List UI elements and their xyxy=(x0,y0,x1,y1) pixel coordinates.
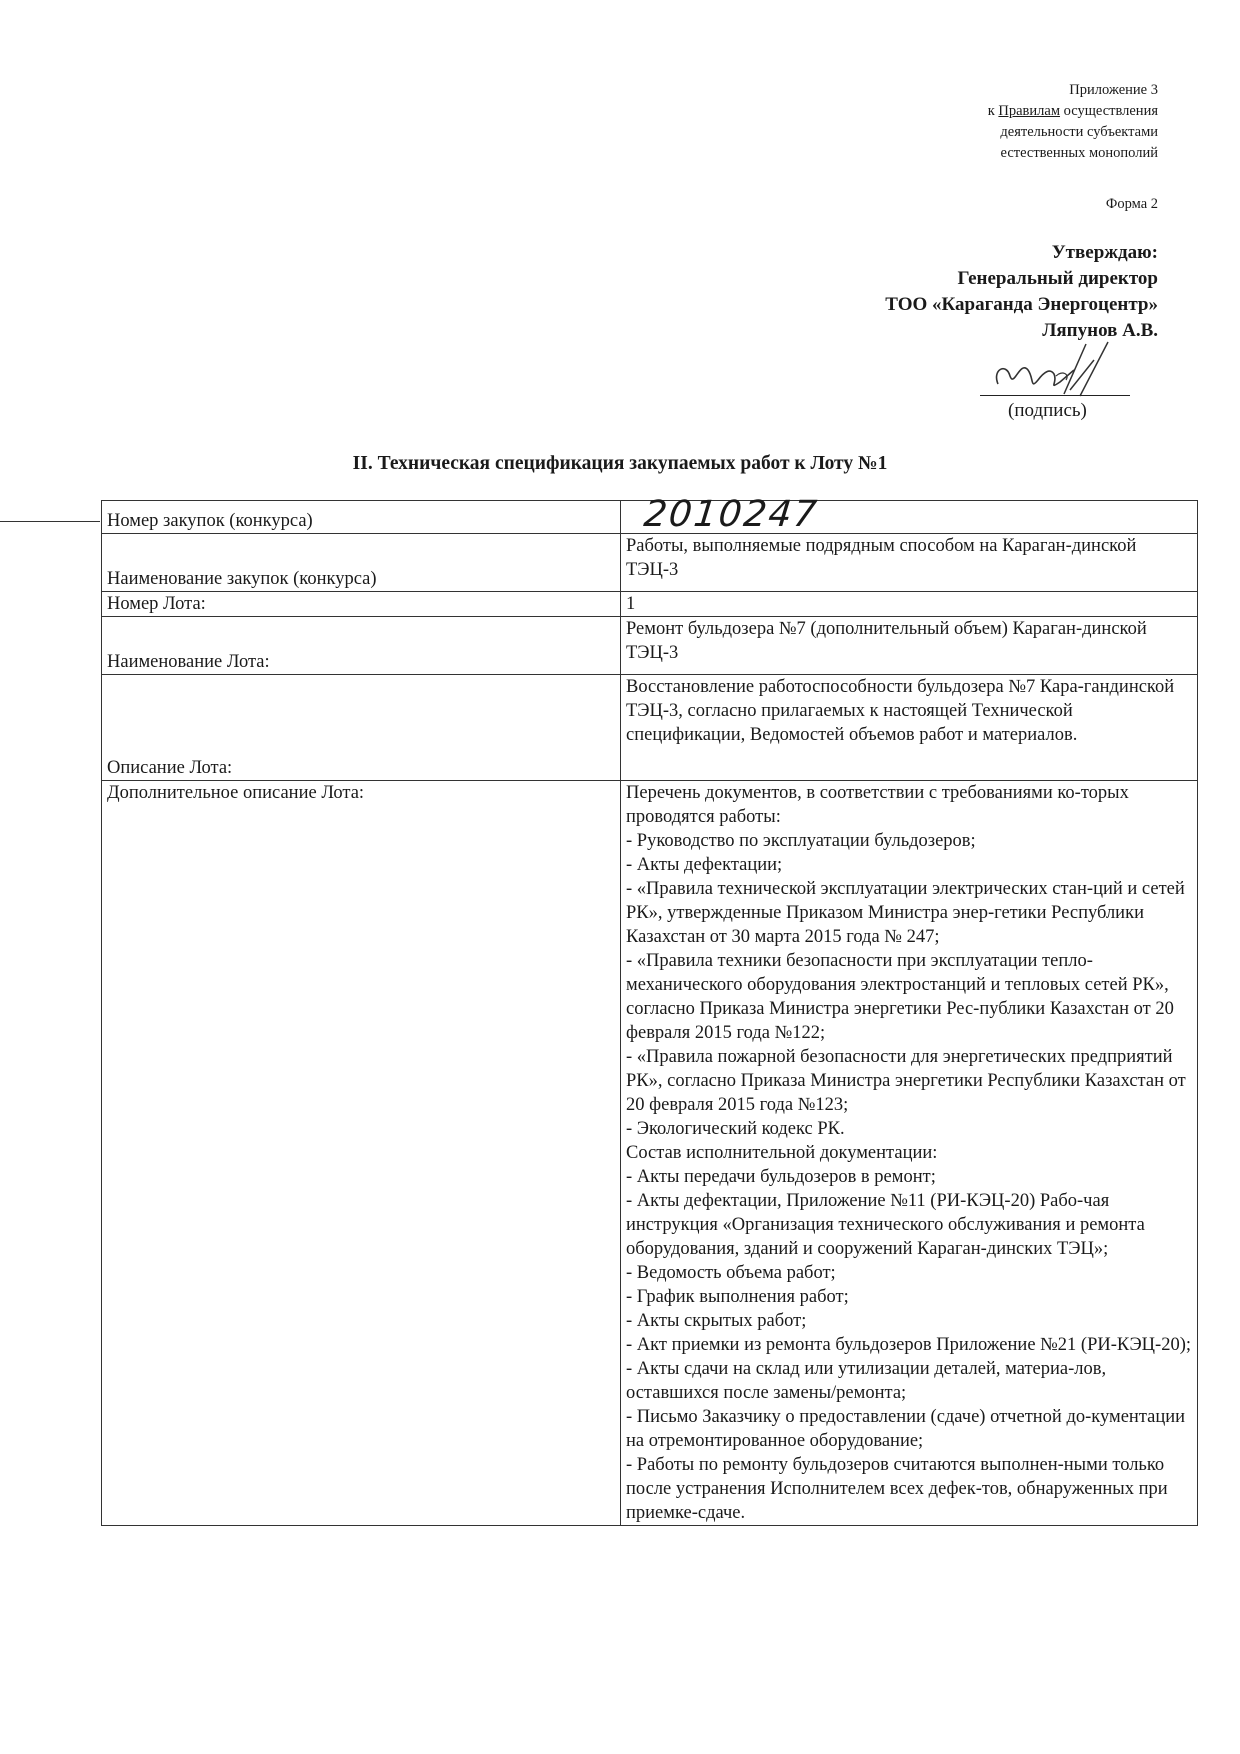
list-item: - «Правила технической эксплуатации электрических стан-ций и сетей РК», утвержденные Приказом Министра энер-гетики Республики Казахстан от 30 марта 2015 года № 247; xyxy=(626,879,1185,947)
list-item: Состав исполнительной документации: xyxy=(626,1143,938,1163)
list-item: Перечень документов, в соответствии с требованиями ко-торых проводятся работы: xyxy=(626,783,1129,827)
purchase-number-value xyxy=(621,494,1198,535)
list-item: - Акты дефектации; xyxy=(626,855,783,875)
lot-name-label: Наименование Лота: xyxy=(102,617,621,675)
handwritten-purchase-number: 2010247 xyxy=(641,494,821,535)
list-item: - График выполнения работ; xyxy=(626,1287,849,1307)
handwritten-signature xyxy=(990,340,1140,398)
table-row xyxy=(102,675,1198,781)
list-item: - Работы по ремонту бульдозеров считаются выполнен-ными только после устранения Исполнителем всех дефек-тов, обнаруженных при приемке-сдаче. xyxy=(626,1455,1168,1523)
lot-description-label: Описание Лота: xyxy=(102,675,621,781)
approval-company: ТОО «Караганда Энергоцентр» xyxy=(885,294,1158,315)
additional-description-label: Дополнительное описание Лота: xyxy=(102,781,621,1526)
annex-line-4: естественных монополий xyxy=(1000,145,1158,161)
approval-name: Ляпунов А.В. xyxy=(1042,320,1158,341)
list-item: - Акт приемки из ремонта бульдозеров Приложение №21 (РИ-КЭЦ-20); xyxy=(626,1335,1191,1355)
list-item: - Ведомость объема работ; xyxy=(626,1263,836,1283)
signature-area xyxy=(960,340,1160,430)
form-number: Форма 2 xyxy=(1105,196,1158,212)
signature-line xyxy=(980,395,1130,396)
annex-reference xyxy=(858,80,1158,164)
list-item: - Письмо Заказчику о предоставлении (сдаче) отчетной до-кументации на отремонтированное оборудование; xyxy=(626,1407,1186,1451)
list-item: - Акты сдачи на склад или утилизации деталей, материа-лов, оставшихся после замены/ремонта; xyxy=(626,1359,1107,1403)
document-title: II. Техническая спецификация закупаемых работ к Лоту №1 xyxy=(352,453,888,474)
annex-line-2-prefix: к xyxy=(987,103,999,119)
annex-line-2-suffix: осуществления xyxy=(1060,103,1158,119)
table-row xyxy=(102,617,1198,675)
list-item: - Руководство по эксплуатации бульдозеров; xyxy=(626,831,976,851)
annex-line-2 xyxy=(858,101,1158,122)
table-row xyxy=(102,501,1198,534)
table-row xyxy=(102,592,1198,617)
lot-number-label: Номер Лота: xyxy=(102,592,621,617)
list-item: - «Правила техники безопасности при эксплуатации тепло-механического оборудования электростанций и тепловых сетей РК», согласно Приказа Министра энергетики Рес-публики Казахстан от 20 февраля 2015 года №122; xyxy=(626,951,1174,1043)
annex-line-3: деятельности субъектами xyxy=(1000,124,1158,140)
signature-caption: (подпись) xyxy=(1008,400,1087,421)
annex-line-1: Приложение 3 xyxy=(1069,82,1158,98)
approval-position: Генеральный директор xyxy=(957,268,1158,289)
approval-heading: Утверждаю: xyxy=(1051,242,1158,263)
list-item: - Акты передачи бульдозеров в ремонт; xyxy=(626,1167,936,1187)
specification-table xyxy=(101,494,1198,1526)
list-item: - Акты скрытых работ; xyxy=(626,1311,807,1331)
purchase-number-label: Номер закупок (конкурса) xyxy=(102,501,621,534)
purchase-name-value: Работы, выполняемые подрядным способом на Караган-динской ТЭЦ-3 xyxy=(621,534,1198,592)
additional-description-value xyxy=(621,781,1198,1526)
list-item: - Акты дефектации, Приложение №11 (РИ-КЭЦ-20) Рабо-чая инструкция «Организация технического обслуживания и ремонта оборудования, зданий и сооружений Караган-динских ТЭЦ»; xyxy=(626,1191,1145,1259)
lot-number-value: 1 xyxy=(621,592,1198,617)
rules-link[interactable]: Правилам xyxy=(998,103,1061,119)
list-item: - Экологический кодекс РК. xyxy=(626,1119,845,1139)
table-row xyxy=(102,534,1198,592)
lot-name-value: Ремонт бульдозера №7 (дополнительный объем) Караган-динской ТЭЦ-3 xyxy=(621,617,1198,675)
scan-artifact-line xyxy=(0,521,100,522)
approval-block xyxy=(758,240,1158,344)
table-row xyxy=(102,781,1198,1526)
lot-description-value: Восстановление работоспособности бульдозера №7 Кара-гандинской ТЭЦ-3, согласно прилагаемых к настоящей Технической спецификации, Ведомостей объемов работ и материалов. xyxy=(621,675,1198,781)
list-item: - «Правила пожарной безопасности для энергетических предприятий РК», согласно Приказа Министра энергетики Республики Казахстан от 20 февраля 2015 года №123; xyxy=(626,1047,1186,1115)
purchase-name-label: Наименование закупок (конкурса) xyxy=(102,534,621,592)
